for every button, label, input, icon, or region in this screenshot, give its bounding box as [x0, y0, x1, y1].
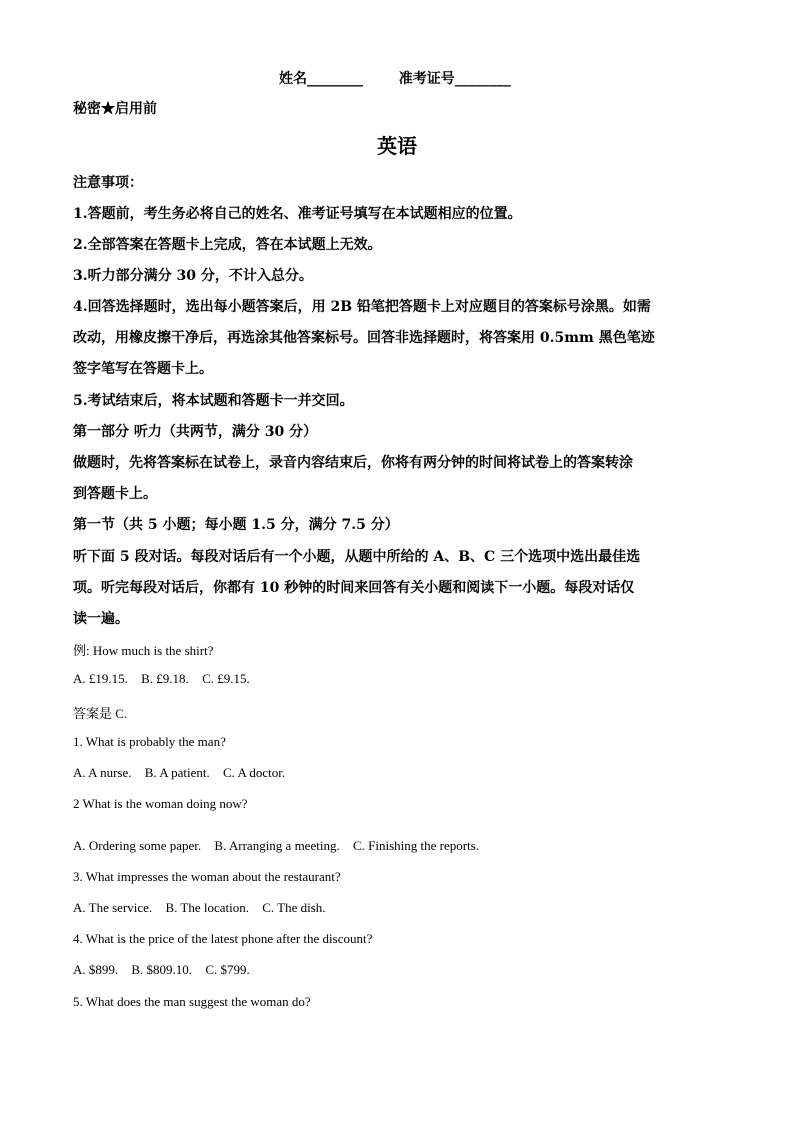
notice-item: 1.答题前，考生务必将自己的姓名、准考证号填写在本试题相应的位置。	[73, 206, 522, 222]
notice-item: 5.考试结束后，将本试题和答题卡一并交回。	[73, 393, 354, 409]
section1-instruction: 项。听完每段对话后，你都有 10 秒钟的时间来回答有关小题和阅读下一小题。每段对话仅	[73, 580, 635, 596]
example-answer: 答案是 C.	[73, 706, 128, 721]
question-2-options	[73, 838, 489, 854]
option-c: C. $799.	[205, 962, 250, 977]
option-a: A. $899.	[73, 962, 119, 977]
notice-item: 3.听力部分满分 30 分，不计入总分。	[73, 268, 313, 284]
option-b: B. $809.10.	[131, 962, 193, 977]
option-a: A. A nurse.	[73, 765, 132, 780]
part1-heading: 第一部分 听力（共两节，满分 30 分）	[73, 424, 318, 440]
option-b: B. A patient.	[144, 765, 210, 780]
option-a: A. The service.	[73, 900, 153, 915]
notice-item: 4.回答选择题时，选出每小题答案后，用 2B 铅笔把答题卡上对应题目的答案标号涂黑。如需	[73, 299, 651, 315]
option-c: C. £9.15.	[202, 671, 250, 686]
notice-item: 2.全部答案在答题卡上完成，答在本试题上无效。	[73, 237, 382, 253]
question-5: 5. What does the man suggest the woman do?	[73, 994, 311, 1009]
part1-instruction: 做题时，先将答案标在试卷上，录音内容结束后，你将有两分钟的时间将试卷上的答案转涂	[73, 455, 633, 471]
question-2: 2 What is the woman doing now?	[73, 796, 248, 811]
candidate-info-header	[279, 68, 511, 88]
page-title: 英语	[377, 134, 417, 158]
name-field-label: 姓名________	[279, 71, 363, 87]
part1-instruction: 到答题卡上。	[73, 486, 157, 502]
notice-item: 签字笔写在答题卡上。	[73, 361, 213, 377]
option-b: B. Arranging a meeting.	[214, 838, 340, 853]
example-options	[73, 671, 260, 687]
section1-instruction: 读一遍。	[73, 611, 129, 627]
notice-item: 改动，用橡皮擦干净后，再选涂其他答案标号。回答非选择题时，将答案用 0.5mm 黑色笔迹	[73, 330, 655, 346]
option-c: C. The dish.	[262, 900, 326, 915]
notice-heading: 注意事项：	[73, 175, 143, 191]
section1-heading: 第一节（共 5 小题；每小题 1.5 分，满分 7.5 分）	[73, 517, 399, 533]
option-c: C. Finishing the reports.	[352, 838, 479, 853]
option-b: B. The location.	[165, 900, 249, 915]
question-4: 4. What is the price of the latest phone after the discount?	[73, 931, 373, 946]
option-a: A. Ordering some paper.	[73, 838, 202, 853]
example-question: 例: How much is the shirt?	[73, 643, 214, 658]
option-b: B. £9.18.	[141, 671, 189, 686]
confidential-label: 秘密★启用前	[73, 101, 157, 117]
question-3-options	[73, 900, 336, 916]
question-3: 3. What impresses the woman about the restaurant?	[73, 869, 341, 884]
question-1-options	[73, 765, 295, 781]
section1-instruction: 听下面 5 段对话。每段对话后有一个小题，从题中所给的 A、B、C 三个选项中选出最佳选	[73, 549, 641, 565]
exam-id-field-label: 准考证号________	[398, 71, 511, 87]
question-1: 1. What is probably the man?	[73, 734, 226, 749]
option-a: A. £19.15.	[73, 671, 128, 686]
option-c: C. A doctor.	[223, 765, 286, 780]
question-4-options	[73, 962, 260, 978]
